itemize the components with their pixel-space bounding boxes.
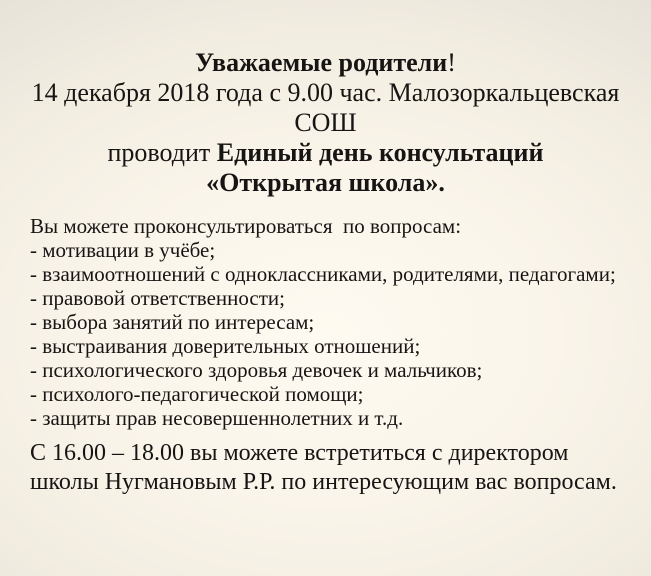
header-event-line — [0, 138, 651, 168]
header-title-exclamation: ! — [447, 48, 456, 77]
consultation-topics — [0, 214, 651, 430]
header-title-text: Уважаемые родители — [195, 48, 448, 77]
header-date-line: 14 декабря 2018 года с 9.00 час. Малозоркальцевская СОШ — [31, 78, 626, 137]
header-event-subtitle: «Открытая школа». — [206, 168, 445, 197]
header-event-prefix: проводит — [107, 138, 217, 167]
announcement-header — [0, 0, 651, 198]
topics-intro: Вы можете проконсультироваться по вопросам: — [30, 214, 462, 238]
director-meeting-note — [0, 439, 651, 497]
topic-item: - взаимоотношений с одноклассниками, родителями, педагогами; — [30, 262, 616, 286]
header-event-name: Единый день консультаций — [216, 138, 544, 167]
director-meeting-line2: школы Нугмановым Р.Р. по интересующим вас вопросам. — [30, 469, 617, 495]
topic-item: - выстраивания доверительных отношений; — [30, 334, 421, 358]
topic-item: - правовой ответственности; — [30, 286, 285, 310]
topic-item: - психолого-педагогической помощи; — [30, 382, 364, 406]
director-meeting-line1: С 16.00 – 18.00 вы можете встретиться с директором — [30, 440, 569, 466]
topic-item: - выбора занятий по интересам; — [30, 310, 315, 334]
topic-item: - мотивации в учёбе; — [30, 238, 216, 262]
topic-item: - психологического здоровья девочек и мальчиков; — [30, 358, 483, 382]
topic-item: - защиты прав несовершеннолетних и т.д. — [30, 406, 404, 430]
header-title-line — [0, 48, 651, 78]
